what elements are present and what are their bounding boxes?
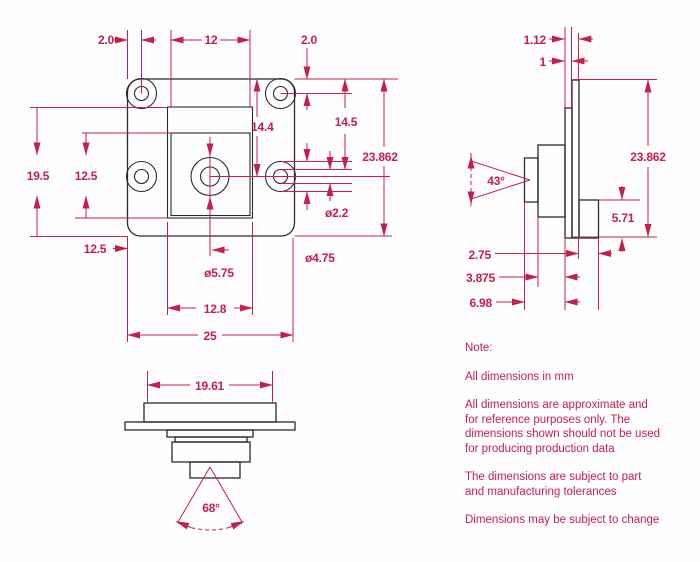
- bottom-plate-outline: [125, 422, 295, 430]
- dim-pcb-width: 12.8: [203, 302, 227, 316]
- dim-module-width: 19.61: [194, 379, 225, 393]
- dim-hole-pad-diameter: ø4.75: [305, 251, 335, 265]
- dim-housing-depth: 3.875: [465, 271, 495, 285]
- dim-top-to-lens-center: 14.4: [251, 120, 274, 134]
- bottom-step-outline: [167, 430, 253, 437]
- note-units: All dimensions in mm: [465, 370, 574, 383]
- dim-plate-thickness: 1.12: [523, 33, 546, 47]
- note-tolerances: The dimensions are subject to part and manufacturing tolerances: [465, 471, 642, 498]
- dim-side-board-height: 23.862: [630, 150, 666, 164]
- dim-left-edge-to-hole: 2.0: [97, 33, 115, 47]
- dim-horizontal-fov: 68°: [202, 501, 220, 515]
- bottom-view: [125, 371, 295, 530]
- dim-connector-depth: 2.75: [468, 248, 491, 262]
- dim-lens-assembly-depth: 6.98: [469, 296, 492, 310]
- dim-vertical-fov: 43°: [487, 174, 505, 188]
- dim-top-edge-to-hole: 2.0: [300, 33, 318, 47]
- bottom-housing-outline: [172, 442, 250, 462]
- dim-top-to-hole-pad: 14.5: [334, 115, 358, 129]
- mount-hole: [135, 170, 149, 184]
- dim-sensor-width: 12: [204, 33, 218, 47]
- note-subject-to-change: Dimensions may be subject to change: [465, 514, 660, 526]
- dim-lens-diameter: ø5.75: [204, 266, 234, 280]
- dim-board-width: 25: [203, 329, 217, 343]
- dim-hole-diameter: ø2.2: [325, 206, 349, 220]
- bottom-lip-outline: [175, 437, 247, 442]
- side-pcb-outline: [572, 80, 579, 238]
- notes-block: [465, 341, 661, 542]
- dim-pcb-height: 19.5: [26, 169, 50, 183]
- notes-title: Note:: [465, 342, 493, 354]
- dim-left-edge-to-lens: 12.5: [83, 242, 107, 256]
- side-lens-outline: [525, 158, 539, 202]
- dim-pcb-thickness: 1: [539, 55, 546, 69]
- side-housing-outline: [538, 145, 565, 217]
- bottom-module-outline: [144, 403, 276, 422]
- front-view: [27, 30, 399, 343]
- side-view: [466, 27, 666, 310]
- side-plate-outline: [565, 108, 572, 238]
- note-approximate: All dimensions are approximate and for reference purposes only. The dimensions shown should not be used for producing production data: [465, 399, 660, 455]
- side-connector-outline: [579, 200, 599, 238]
- dim-sensor-height: 12.5: [74, 169, 98, 183]
- dim-board-height: 23.862: [362, 150, 398, 164]
- mount-hole-pad: [127, 162, 157, 192]
- dim-connector-height: 5.71: [611, 211, 635, 225]
